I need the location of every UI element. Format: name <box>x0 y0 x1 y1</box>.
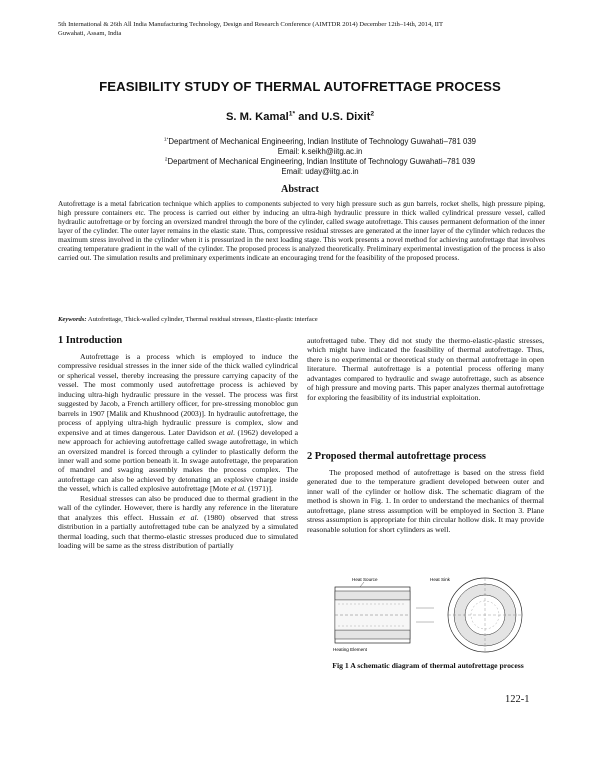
keywords-label: Keywords: <box>58 316 87 323</box>
affiliation-2-email: Email: uday@iitg.ac.in <box>281 167 359 176</box>
affiliation-1-sup: 1* <box>163 136 169 142</box>
left-column <box>58 352 298 551</box>
affiliation-2-dept: Department of Mechanical Engineering, Indian Institute of Technology Guwahati–781 039 <box>167 157 476 166</box>
label-heat-source: Heat Source <box>352 577 378 582</box>
affiliation-1-email: Email: k.seikh@iitg.ac.in <box>277 147 363 156</box>
intro-paragraph-1 <box>58 352 298 494</box>
label-heat-sink: Heat Sink <box>430 577 450 582</box>
author-2: U.S. Dixit <box>321 111 371 123</box>
author-conjunction: and <box>295 111 322 123</box>
intro-p1-part-b: . (1962) developed a new approach for achieving autofrettage called swage autofrettage, in which an oversized mandrel is forced through a cylinder to plastically deform the inner wall and some portion beneath it. In swage autofrettage, the preparation of mandrel and swaging assembly makes the process complex. The autofrettage can also be achieved by detonating an explosive charge inside the vessel, which is called explosive autofrettage [Mote <box>58 427 299 494</box>
page-number: 122-1 <box>505 694 530 705</box>
intro-p2-part-b: (1980) observed that stress distribution in a partially autofrettaged tube can be analyzed by a simulated thermal loading, such that thermo-elastic stresses produced due to simulated loading will be same as the stress distribution of partially <box>58 512 298 551</box>
intro-p1-part-c: (1971)]. <box>246 484 273 494</box>
author-list <box>0 111 600 123</box>
header-line-2: Guwahati, Assam, India <box>58 29 122 37</box>
cylinder-lower-wall <box>335 630 410 639</box>
affiliation-2 <box>100 157 540 167</box>
conference-header <box>58 21 558 38</box>
keywords-list: Autofrettage, Thick-walled cylinder, Thermal residual stresses, Elastic-plastic interface <box>86 316 318 323</box>
abstract-text: Autofrettage is a metal fabrication technique which applies to components subjected to very high pressure such as gun barrels, rocket shells, high pressure piping, high pressure containers etc. The process is carried out either by inducing an ultra-high hydraulic pressure in thick walled cylindrical pressure vessel, called hydraulic autofrettage or by forcing an oversized mandrel through the bore of the cylinder, called swage autofrettage. This causes permanent deformation of the inner layer of the cylinder. The outer layer remains in the elastic state. Thus, compressive residual stresses are generated at the inner layer of the cylinder which reduces the maximum stress involved in the cylinder when it is pressurized in the next loading stage. This work presents a novel method for achieving autofrettage that involves creating temperature gradient in the wall of the cylinder. The proposed process is analyzed theoretically. Preliminary experimental investigation of the process is also carried out. The simulation results and preliminary experiments indicate an encouraging trend for the feasibility of the proposed process. <box>58 199 545 263</box>
intro-p2-part-a: Residual stresses can also be produced due to thermal gradient in the wall of the cylinder. However, there is hardly any reference in the literature that analyzes this effect. Hussain <box>58 493 298 522</box>
right-column-intro-continuation: autofrettaged tube. They did not study the thermo-elastic-plastic stresses, which might have indicated the feasibility of thermal autofrettage. Thus, there is no experimental or theoretical study on thermal autofrettage in open literature. Thermal autofrettage is a potential process offering many advantages compared to hydraulic and swage autofrettage, such as absence of high pressure and moving parts. This paper analyzes thermal autofrettage for exploring the feasibility of its industrial exploitation. <box>307 336 544 402</box>
keywords <box>58 316 545 324</box>
heat-source-leader <box>360 582 364 587</box>
intro-p1-part-a: Autofrettage is a process which is employed to induce the compressive residual stresses in the inner side of the thick walled cylindrical or spherical vessel, thereby increasing the pressure carrying capacity of the vessel. The most commonly used autofrettage process is achieved by inducing ultra-high hydraulic pressure in the vessel. The process was first suggested by Jacob, a French artillery officer, for pre-stressing monobloc gun barrels in 1907 [Malik and Khushnood (2003)]. In hydraulic autofrettage, the process of applying ultra-high hydraulic pressure is complex, slow and expensive and at times dangerous. Later Davidson <box>58 352 298 437</box>
intro-p2-etal: et al. <box>179 512 199 522</box>
affiliation-1-dept: Department of Mechanical Engineering, Indian Institute of Technology Guwahati–781 039 <box>168 137 477 146</box>
intro-p1-etal: et al <box>218 427 233 437</box>
section-1-heading: 1 Introduction <box>58 335 123 346</box>
intro-p1-etal-2: et al. <box>230 484 247 494</box>
paper-title: FEASIBILITY STUDY OF THERMAL AUTOFRETTAGE PROCESS <box>99 79 501 94</box>
abstract-heading: Abstract <box>281 184 319 195</box>
affiliation-2-sup: 2 <box>164 156 168 162</box>
affiliation-1 <box>100 137 540 147</box>
figure-1-schematic <box>330 574 530 656</box>
section-2-paragraph <box>307 468 544 534</box>
cylinder-upper-wall <box>335 591 410 600</box>
author-1-sup: 1* <box>288 110 296 118</box>
affiliations <box>100 137 540 177</box>
label-heating-element: Heating Element <box>333 647 367 652</box>
intro-paragraph-2 <box>58 494 298 551</box>
section-2-text: The proposed method of autofrettage is based on the stress field generated due to the temperature gradient developed between outer and inner wall of the cylinder or hollow disk. The schematic diagram of the method is shown in Fig. 1. In order to understand the mechanics of thermal autofrettage, plane stress assumption will be employed in Section 3. Plane stress assumption is appropriate for thin circular hollow disk. It may provide reasonable solution for short cylinders as well. <box>307 468 544 534</box>
author-1: S. M. Kamal <box>225 111 289 123</box>
section-2-heading: 2 Proposed thermal autofrettage process <box>307 451 486 462</box>
author-2-sup: 2 <box>370 110 375 118</box>
header-line-1: 5th International & 26th All India Manufacturing Technology, Design and Research Conference (AIMTDR 2014) December 12th–14th, 2014, IIT <box>58 21 443 28</box>
figure-1-caption: Fig 1 A schematic diagram of thermal autofrettage process <box>332 661 524 670</box>
